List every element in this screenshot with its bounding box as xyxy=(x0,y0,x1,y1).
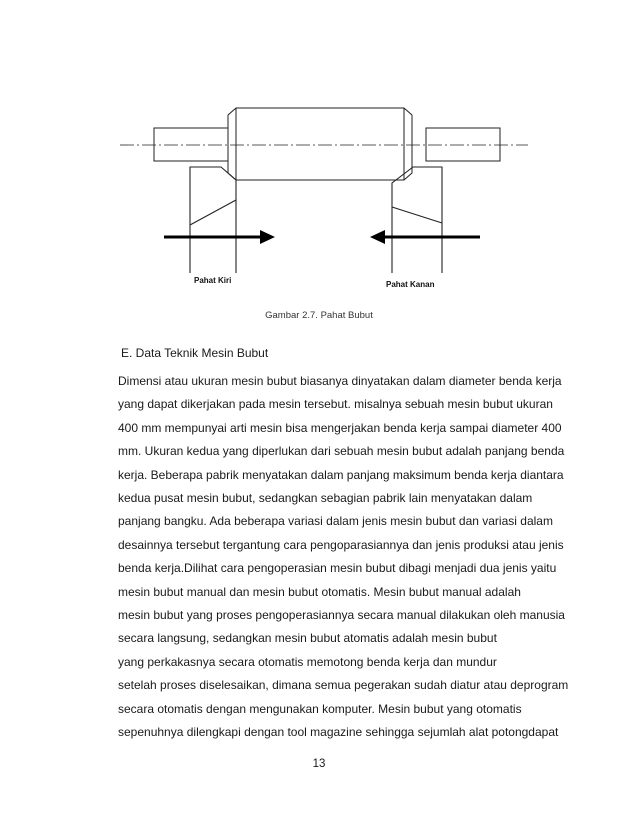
text-line: Dimensi atau ukuran mesin bubut biasanya dinyatakan dalam diameter benda kerja xyxy=(118,374,562,388)
left-tool xyxy=(190,167,236,273)
figure-caption: Gambar 2.7. Pahat Bubut xyxy=(265,310,373,321)
text-line: kedua pusat mesin bubut, sedangkan sebagian pabrik lain menyatakan dalam xyxy=(118,491,533,506)
right-shaft xyxy=(426,128,500,161)
text-line: secara langsung, sedangkan mesin bubut atomatis adalah mesin bubut xyxy=(118,631,497,646)
right-arrow-head xyxy=(370,230,385,244)
text-line: yang perkakasnya secara otomatis memotong benda kerja dan mundur xyxy=(118,654,497,669)
text-line: secara otomatis dengan mengunakan komputer. Mesin bubut yang otomatis xyxy=(118,701,522,716)
text-line: yang dapat dikerjakan pada mesin tersebut. misalnya sebuah mesin bubut ukuran xyxy=(118,397,553,412)
text-line: panjang bangku. Ada beberapa variasi dalam jenis mesin bubut dan variasi dalam xyxy=(118,514,553,529)
workpiece xyxy=(228,108,412,180)
workpiece-outline xyxy=(228,115,412,173)
section-heading: E. Data Teknik Mesin Bubut xyxy=(121,346,269,360)
text-line: mesin bubut manual dan mesin bubut otomatis. Mesin bubut manual adalah xyxy=(118,584,521,599)
right-tool xyxy=(392,167,442,273)
body-paragraph xyxy=(118,370,569,745)
text-line: 400 mm mempunyai arti mesin bisa mengerjakan benda kerja sampai diameter 400 xyxy=(118,420,562,435)
page-number: 13 xyxy=(312,758,326,770)
text-line: sepenuhnya dilengkapi dengan tool magazine sehingga sejumlah alat potongdapat xyxy=(118,725,559,740)
text-line: benda kerja.Dilihat cara pengoperasian mesin bubut dibagi menjadi dua jenis yaitu xyxy=(118,561,557,576)
left-arrow-head xyxy=(260,230,275,244)
left-shaft xyxy=(154,128,228,161)
text-line: mesin bubut yang proses pengoperasiannya secara manual dilakukan oleh manusia xyxy=(118,608,565,623)
lathe-tool-diagram xyxy=(120,95,530,295)
label-left-tool: Pahat Kiri xyxy=(194,276,232,285)
text-line: kerja. Beberapa pabrik menyatakan dalam panjang maksimum benda kerja diantara xyxy=(118,467,564,482)
text-line: desainnya tersebut tergantung cara pengoparasiannya dan jenis produksi atau jenis xyxy=(118,537,564,552)
text-line: mm. Ukuran kedua yang diperlukan dari sebuah mesin bubut adalah panjang benda xyxy=(118,444,565,459)
text-line: setelah proses diselesaikan, dimana semua pegerakan sudah diatur atau deprogram xyxy=(118,678,569,693)
label-right-tool: Pahat Kanan xyxy=(386,280,435,289)
